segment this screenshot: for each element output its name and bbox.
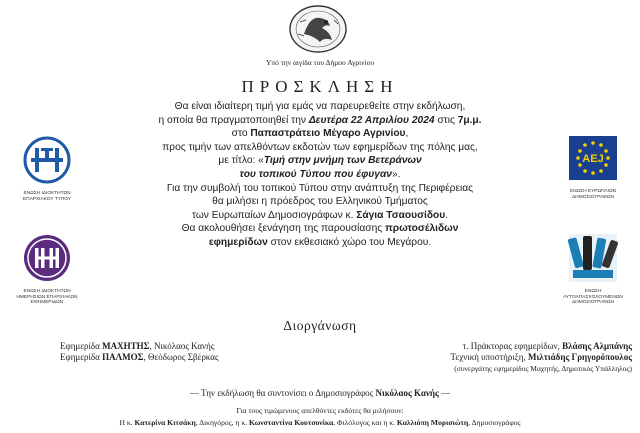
aej-logo-icon (567, 132, 619, 184)
event-time: 7μ.μ. (457, 114, 482, 126)
event-title-cont: του τοπικού Τύπου που έφυγαν (239, 168, 392, 180)
text: , (405, 128, 409, 140)
eihea-logo-icon (21, 232, 73, 284)
text: , Θεόδωρος Σβέρκας (143, 352, 219, 362)
event-title: Τιμή στην μνήμη των Βετεράνων (263, 155, 422, 167)
text: Η κ. (119, 418, 135, 427)
newspaper-name: ΠΑΛΜΟΣ (102, 352, 144, 362)
logo-eiet (14, 134, 80, 202)
aej-text: AEJ (582, 153, 604, 165)
organizers-right (372, 341, 632, 374)
organizer-item (372, 352, 632, 363)
event-venue: Παπαστράτειο Μέγαρο Αγρινίου (250, 128, 406, 140)
highlight: εφημερίδων (208, 236, 268, 248)
coordinator-line (0, 388, 640, 398)
person-name: Βλάσης Αλμπάνης (562, 341, 632, 351)
text: ». (391, 168, 401, 180)
newspaper-name: ΜΑΧΗΤΗΣ (102, 341, 150, 351)
highlight: πρωτοσέλιδων (384, 223, 459, 235)
organizers-left (60, 341, 219, 363)
speaker-name: Κατερίνα Κιτσάκη (134, 418, 196, 427)
body-line (88, 154, 552, 168)
body-line (88, 195, 552, 209)
organizer-item (60, 341, 219, 352)
text: Θα ακολουθήσει ξενάγηση της παρουσίασης (181, 223, 385, 235)
logo-eihea (14, 232, 80, 306)
logo-aej (560, 132, 626, 200)
text: με τίτλο: « (218, 155, 264, 167)
speaker-name: Σάγια Τσαουσίδου (356, 209, 446, 221)
speakers-heading: Για τους τιμώμενους απελθόντες εκδότες θα μιλήσουν: (236, 406, 404, 415)
body-line (88, 209, 552, 223)
text: — (438, 388, 451, 398)
organizer-note: (συνεργάτης εφημερίδος Μαχητής, Δημοτικός Υπάλληλος) (454, 364, 632, 373)
patronage-caption: Υπό την αιγίδα του Δήμου Αγρινίου (265, 58, 375, 67)
text: στις (434, 114, 458, 126)
logo-caption: ΕΝΩΣΗ ΙΔΙΟΚΤΗΤΩΝ ΕΠΑΡΧΙΑΚΟΥ ΤΥΠΟΥ (22, 191, 72, 202)
body-line (88, 182, 552, 196)
event-date: Δευτέρα 22 Απριλίου 2024 (308, 114, 435, 126)
speaker-name: Κωνσταντίνα Κουτσονίκα (248, 418, 334, 427)
text: στο (231, 128, 251, 140)
coordinator-name: Νικόλαος Κανής (375, 388, 439, 398)
text: , Δημοσιογράφος (468, 418, 521, 427)
logo-caption: ΕΝΩΣΗ ΙΔΙΟΚΤΗΤΩΝ ΗΜΕΡΗΣΙΩΝ ΕΠΑΡΧΙΑΚΩΝ ΕΦΗΜΕΡΙΔΩΝ (16, 289, 78, 305)
speaker-name: Καλλιόπη Μυρισιώτη (396, 418, 469, 427)
text: στον εκθεσιακό χώρο του Μεγάρου. (267, 236, 432, 248)
body-line (88, 100, 552, 114)
text: Τεχνική υποστήριξη, (450, 352, 528, 362)
page-title: ΠΡΟΣΚΛΗΣΗ (241, 77, 399, 96)
body-line (88, 114, 552, 128)
body-line (88, 141, 552, 155)
eiet-logo-icon (21, 134, 73, 186)
organizer-item (60, 352, 219, 363)
body-line (88, 127, 552, 141)
organizer-item (372, 341, 632, 352)
body-line (88, 236, 552, 250)
text: , Φιλόλογος και η κ. (333, 418, 397, 427)
logo-caption: ΕΝΩΣΗ ΑΥΤΟΑΠΑΣΧΟΛΟΥΜΕΝΩΝ ΔΗΜΟΣΙΟΓΡΑΦΩΝ (563, 289, 623, 305)
text: Για την συμβολή του τοπικού Τύπου στην ανάπτυξη της Περιφέρειας (166, 182, 474, 194)
text: , Δικηγόρος, η κ. (195, 418, 249, 427)
body-line (88, 168, 552, 182)
text: . (445, 209, 449, 221)
text: προς τιμήν των απελθόντων εκδοτών των εφημερίδων της πόλης μας, (162, 141, 478, 153)
invitation-body (88, 100, 552, 250)
body-line (88, 222, 552, 236)
speakers-line (0, 418, 640, 427)
logo-caption: ΕΝΩΣΗ ΕΥΡΩΠΑΙΩΝ ΔΗΜΟΣΙΟΓΡΑΦΩΝ (569, 189, 617, 200)
text: των Ευρωπαίων Δημοσιογράφων κ. (191, 209, 357, 221)
person-name: Μιλτιάδης Γρηγορόπουλος (528, 352, 632, 362)
text: Θα είναι ιδιαίτερη τιμή για εμάς να παρευρεθείτε στην εκδήλωση, (174, 101, 466, 112)
eada-logo-icon (567, 232, 619, 284)
text: Εφημερίδα (60, 352, 103, 362)
text: τ. Πράκτορας εφημερίδων, (462, 341, 563, 351)
text: , Νικόλαος Κανής (149, 341, 215, 351)
text: Εφημερίδα (60, 341, 103, 351)
logo-eada (560, 232, 626, 306)
text: — Την εκδήλωση θα συντονίσει ο Δημοσιογράφος (189, 388, 376, 398)
text: η οποία θα πραγματοποιηθεί την (158, 114, 309, 126)
organizers-heading: Διοργάνωση (283, 318, 357, 333)
municipality-seal (286, 4, 350, 54)
text: θα μιλήσει η πρόεδρος του Ελληνικού Τμήματος (212, 196, 428, 208)
